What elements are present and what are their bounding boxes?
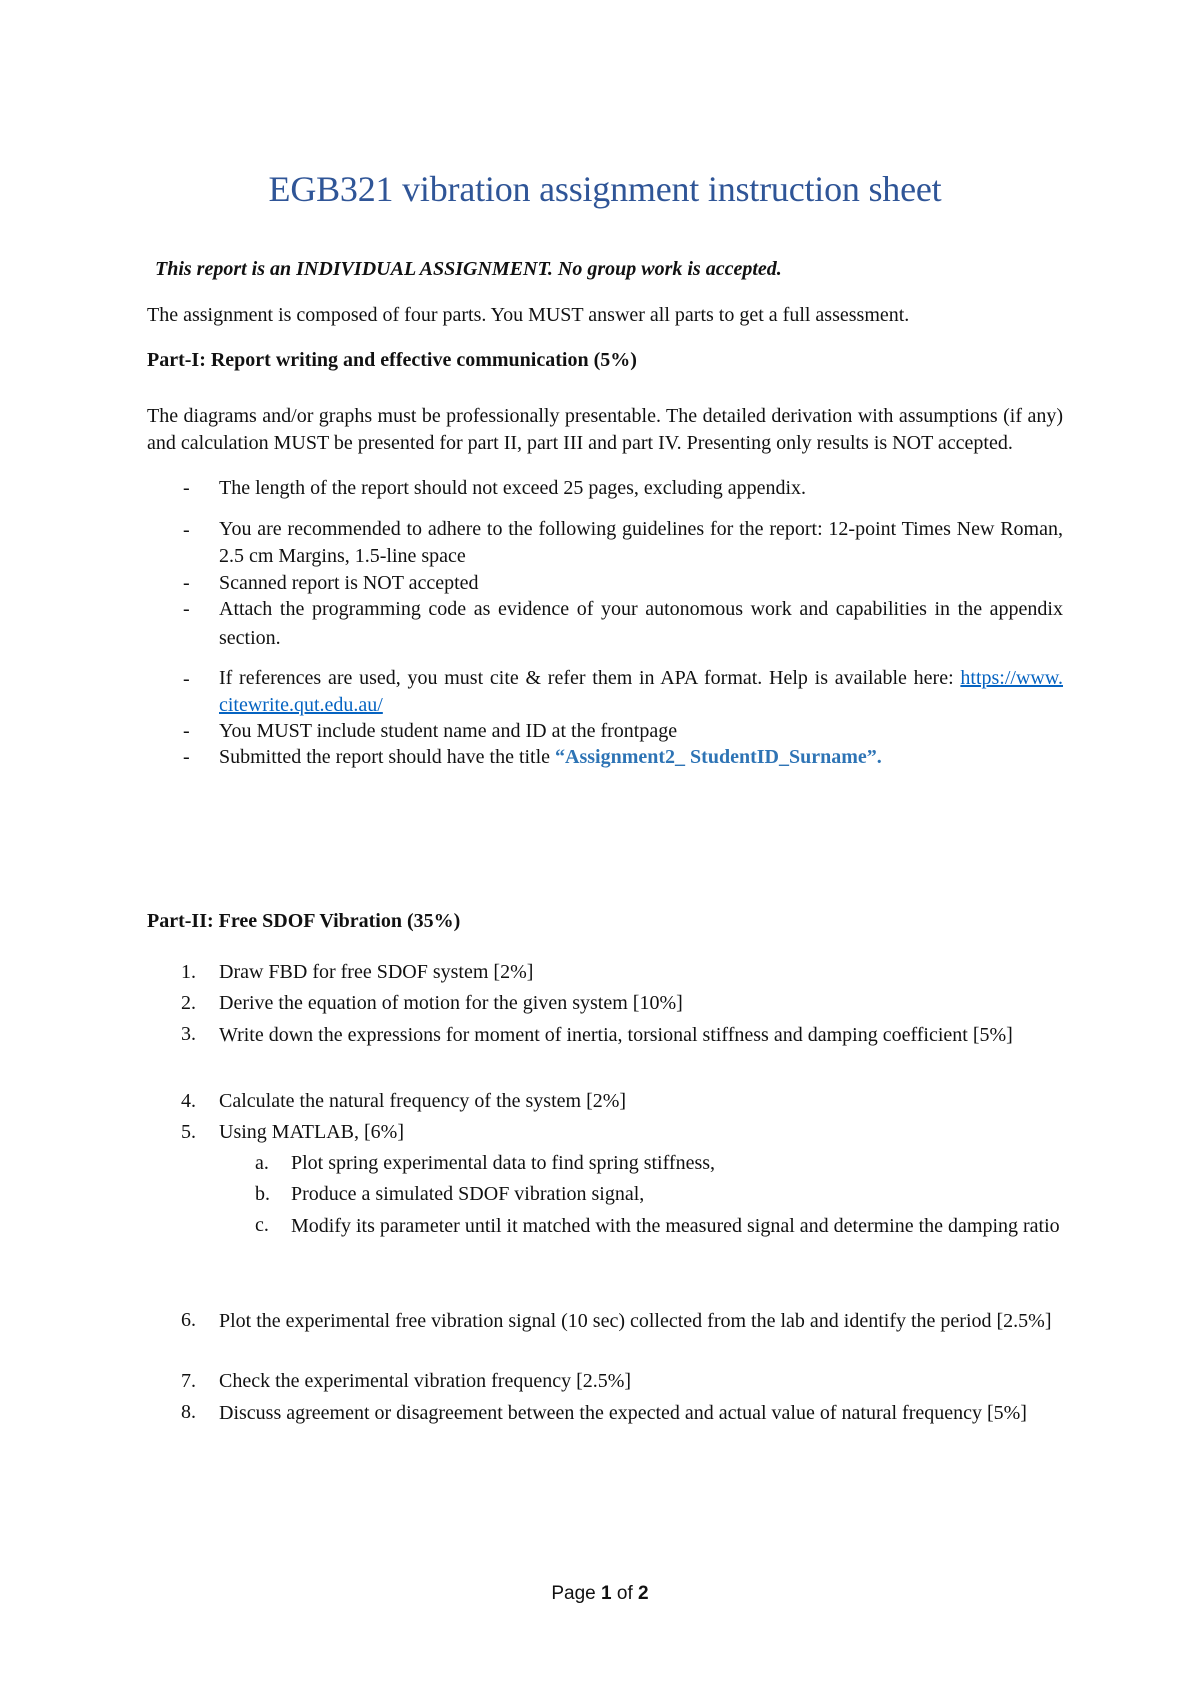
list-number: 2. — [181, 992, 196, 1014]
list-item-text: Discuss agreement or disagreement between the expected and actual value of natural frequency [5%] — [219, 1402, 1027, 1424]
list-number: 8. — [181, 1401, 196, 1423]
list-number: 4. — [181, 1090, 196, 1112]
list-number: 7. — [181, 1370, 196, 1392]
part1-paragraph: The diagrams and/or graphs must be professionally presentable. The detailed derivation with assumptions (if any) and calculation MUST be presented for part II, part III and part IV. Presenting only results is NOT accepted. — [147, 405, 1063, 454]
bullet-dash: - — [183, 668, 190, 690]
bullet-dash: - — [183, 720, 190, 742]
list-letter: c. — [255, 1214, 269, 1236]
list-number: 3. — [181, 1023, 196, 1045]
list-item-text-part: Submitted the report should have the title — [219, 746, 556, 768]
list-item-text: Produce a simulated SDOF vibration signal, — [291, 1183, 645, 1205]
list-item-text: Scanned report is NOT accepted — [219, 572, 479, 594]
list-number: 5. — [181, 1121, 196, 1143]
list-item-text: Draw FBD for free SDOF system [2%] — [219, 961, 534, 983]
part2-heading: Part-II: Free SDOF Vibration (35%) — [147, 910, 461, 932]
bullet-dash: - — [183, 519, 190, 541]
bullet-dash: - — [183, 572, 190, 594]
list-item-text — [219, 665, 1063, 719]
list-item-text: You MUST include student name and ID at the frontpage — [219, 720, 678, 742]
list-item-text: Modify its parameter until it matched with the measured signal and determine the damping ratio — [291, 1215, 1060, 1237]
list-item-text: Derive the equation of motion for the given system [10%] — [219, 992, 683, 1014]
list-item-text: Write down the expressions for moment of inertia, torsional stiffness and damping coefficient [5%] — [219, 1024, 1013, 1046]
list-item-text: Check the experimental vibration frequency [2.5%] — [219, 1370, 632, 1392]
list-item-text: Plot the experimental free vibration signal (10 sec) collected from the lab and identify the period [2.5%] — [219, 1310, 1052, 1332]
footer-page-number: 1 — [601, 1583, 612, 1604]
list-item-text-part: If references are used, you must cite & refer them in APA format. Help is available here: — [219, 667, 961, 689]
list-item-text: Calculate the natural frequency of the system [2%] — [219, 1090, 627, 1112]
list-letter: b. — [255, 1183, 270, 1205]
citewrite-link[interactable]: https://www. citewrite.qut.edu.au/ — [219, 667, 1063, 716]
list-item-text: The length of the report should not exceed 25 pages, excluding appendix. — [219, 477, 807, 499]
document-title: EGB321 vibration assignment instruction sheet — [268, 169, 942, 209]
page-footer — [0, 1583, 1200, 1605]
list-item-text: Using MATLAB, [6%] — [219, 1121, 404, 1143]
list-letter: a. — [255, 1152, 269, 1174]
list-number: 6. — [181, 1309, 196, 1331]
intro-text: The assignment is composed of four parts. You MUST answer all parts to get a full assessment. — [147, 304, 910, 326]
bullet-dash: - — [183, 477, 190, 499]
footer-of-word: of — [616, 1583, 633, 1604]
individual-assignment-notice: This report is an INDIVIDUAL ASSIGNMENT. No group work is accepted. — [155, 258, 782, 280]
list-item-text: Attach the programming code as evidence of your autonomous work and capabilities in the appendix section. — [219, 598, 1063, 649]
bullet-dash: - — [183, 746, 190, 768]
bullet-dash: - — [183, 598, 190, 620]
footer-page-total: 2 — [638, 1583, 649, 1604]
list-item-text: Plot spring experimental data to find spring stiffness, — [291, 1152, 716, 1174]
part1-heading: Part-I: Report writing and effective communication (5%) — [147, 349, 637, 371]
list-item-text: You are recommended to adhere to the following guidelines for the report: 12-point Times New Roman, 2.5 cm Margins, 1.5-line space — [219, 518, 1063, 567]
list-item-text — [219, 743, 1063, 772]
required-title-format: “Assignment2_ StudentID_Surname”. — [555, 746, 882, 768]
footer-page-word: Page — [551, 1583, 596, 1604]
list-number: 1. — [181, 961, 196, 983]
